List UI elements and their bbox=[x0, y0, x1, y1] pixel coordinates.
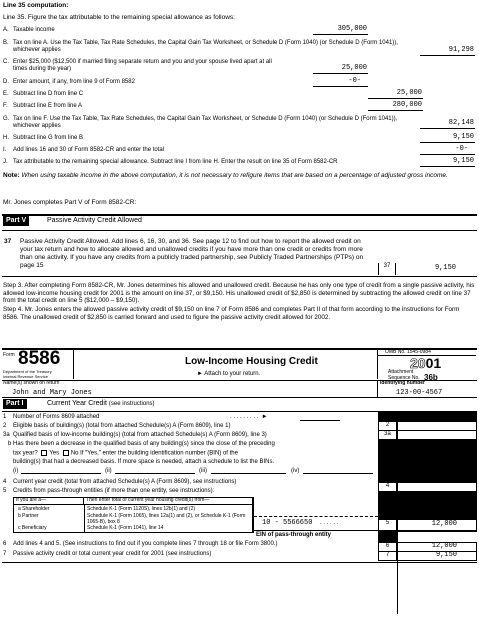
l35-value-a: 305,000 bbox=[337, 25, 367, 33]
l35-letter-j: J. bbox=[3, 159, 8, 165]
bin-iv-field[interactable] bbox=[303, 468, 373, 474]
l35-letter-b: B. bbox=[3, 40, 9, 46]
bin-i-field[interactable] bbox=[21, 468, 101, 474]
line4-text: Current year credit (total from attached Schedule(s) A (Form 8609), see instructions) bbox=[13, 479, 237, 485]
line5-box: 5 bbox=[378, 519, 397, 531]
line3a-num: 3a bbox=[3, 432, 10, 438]
note-text: When using taxable income in the above computation, it is not necessary to refigure items that are based on a percentage of adjusted gross income. bbox=[21, 172, 448, 179]
line5-num: 5 bbox=[3, 488, 7, 494]
form-attachment: Attachment bbox=[388, 369, 414, 375]
part5-text: Passive Activity Credit Allowed. Add lines 6, 16, 30, and 36. See page 12 to find out how to report the allowed credit on your tax return and how to allocate allowed and unallowed credits if you have more than one credit or credits from more than one activity. If you have any credits from a publicly traded partnership, see Publicly Traded Partnerships (PTPs) on page 15 bbox=[20, 238, 364, 269]
l35-text-g: Tax on line F. Use the Tax Table, Tax Rate Schedules, the Capital Gain Tax Worksheet, or Schedule D (Form 1040) (or Schedule D (Form 1041)), whichever applies bbox=[13, 116, 398, 129]
line2-text: Eligible basis of building(s) (total from attached Schedule(s) A (Form 8609), line 1) bbox=[13, 423, 231, 429]
passthrough-from-c: Schedule K-1 (Form 1041), line 14 bbox=[87, 525, 164, 531]
line3a-box: 3a bbox=[378, 430, 397, 440]
l35-value-i: -0- bbox=[455, 145, 468, 153]
l35-text-f: Subtract line E from line A bbox=[13, 103, 83, 109]
line7-box: 7 bbox=[378, 551, 397, 561]
passthrough-who-a: a Shareholder bbox=[18, 506, 50, 512]
line5-text: Credits from pass-through entities (if more than one entity, see instructions): bbox=[13, 488, 215, 494]
l35-text-b: Tax on line A. Use the Tax Table, Tax Rate Schedules, the Capital Gain Tax Worksheet, or Schedule D (Form 1040) (or Schedule D (Form 1041)), whichever applies bbox=[13, 40, 398, 53]
bin-iii-label: (iii) bbox=[199, 468, 207, 474]
completes-text: Mr. Jones completes Part V of Form 8582-CR: bbox=[3, 199, 137, 206]
line3a-field[interactable] bbox=[397, 430, 477, 440]
passthrough-who-c: c Beneficiary bbox=[18, 525, 47, 531]
l35-value-j: 9,150 bbox=[452, 157, 474, 165]
l35-value-c: 25,000 bbox=[341, 64, 367, 72]
line5-value: 12,000 bbox=[431, 520, 457, 528]
bin-i-label: (i) bbox=[13, 468, 19, 474]
year-suffix: 01 bbox=[425, 355, 442, 371]
line3b-num: b bbox=[8, 441, 12, 447]
l35-value-d: -0- bbox=[348, 77, 361, 85]
line6-num: 6 bbox=[3, 541, 7, 547]
l35-text-i: Add lines 16 and 30 of Form 8582-CR and enter the total bbox=[13, 147, 165, 153]
passthrough-head-1: If you are a— bbox=[14, 498, 84, 505]
line1-field[interactable] bbox=[300, 412, 340, 421]
step4-text: Step 4. Mr. Jones enters the allowed passive activity credit of $9,150 on line 7 of Form 8586 and completes Part II of that form according to the instructions for Form 8586. The unallowed credit of $2,850 is carried forward and used to figure the passive activity credit allowed for 2002. bbox=[3, 306, 460, 321]
line4-num: 4 bbox=[3, 479, 7, 485]
line3b-if-yes: If "Yes," enter the building identification number (BIN) of the bbox=[80, 450, 238, 457]
ein-value: 10 - 5566650 bbox=[262, 519, 313, 527]
line6-box: 6 bbox=[378, 542, 397, 552]
line4-box: 4 bbox=[378, 482, 397, 492]
yes-label: Yes bbox=[49, 450, 60, 457]
part1-title bbox=[47, 400, 155, 408]
no-checkbox[interactable] bbox=[63, 450, 69, 456]
taxpayer-id: 123-00-4567 bbox=[396, 389, 443, 397]
form-omb: OMB No. 1545-0984 bbox=[385, 349, 431, 355]
passthrough-from-b: Schedule K-1 (Form 1065), lines 12a(1) and (2), or Schedule K-1 (Form 1065-B), box 8 bbox=[87, 513, 246, 525]
passthrough-who-b: b Partner bbox=[18, 513, 39, 519]
line3b-text-2 bbox=[13, 450, 378, 457]
passthrough-table bbox=[13, 497, 253, 533]
l35-text-j: Tax attributable to the remaining special allowance. Subtract line I from line H. Enter the result on line 35 of Form 8582-CR bbox=[13, 159, 338, 165]
l35-value-f: 280,000 bbox=[392, 101, 422, 109]
l35-text-e: Subtract line D from line C bbox=[13, 91, 84, 97]
part1-title-note: (see instructions) bbox=[108, 401, 155, 407]
l35-heading: Line 35 computation: bbox=[3, 2, 69, 9]
part1-title-main: Current Year Credit bbox=[47, 400, 107, 407]
line3a-text: Qualified basis of low-income building(s) (total from attached Schedule(s) A (Form 8609), line 3) bbox=[13, 432, 267, 438]
form-number: 8586 bbox=[18, 348, 61, 369]
no-label: No bbox=[70, 450, 79, 457]
l35-letter-g: G. bbox=[3, 116, 10, 122]
l35-value-e: 25,000 bbox=[396, 89, 422, 97]
l35-value-h: 9,150 bbox=[452, 133, 474, 141]
l35-text-a: Taxable income bbox=[13, 27, 55, 33]
line1-text: Number of Forms 8609 attached bbox=[13, 414, 100, 420]
passthrough-from-a: Schedule K-1 (Form 1120S), lines 12b(1) and (2) bbox=[87, 506, 196, 512]
line3b-tax-year: tax year? bbox=[13, 450, 38, 457]
l35-text-c: Enter $25,000 ($12,500 if married filing separate return and you and your spouse lived apart at all times during the year) bbox=[13, 59, 272, 72]
line7-text: Passive activity credit or total current year credit for 2001 (see instructions) bbox=[13, 551, 212, 557]
line2-num: 2 bbox=[3, 423, 7, 429]
passthrough-head-2: Then enter total of current year housing credit(s) from— bbox=[84, 498, 252, 505]
l35-letter-a: A. bbox=[3, 27, 9, 33]
l35-note bbox=[3, 172, 475, 179]
form-year bbox=[410, 356, 441, 370]
l35-letter-e: E. bbox=[3, 91, 9, 97]
l35-letter-f: F. bbox=[3, 103, 8, 109]
ein-label: EIN of pass-through entity bbox=[256, 532, 331, 538]
l35-value-b: 91,298 bbox=[448, 46, 474, 54]
bin-iv-label: (iv) bbox=[291, 468, 300, 474]
form-title: Low-Income Housing Credit bbox=[185, 356, 318, 367]
bin-ii-field[interactable] bbox=[115, 468, 195, 474]
note-label: Note: bbox=[3, 172, 20, 179]
taxpayer-name: John and Mary Jones bbox=[12, 389, 92, 397]
bin-iii-field[interactable] bbox=[211, 468, 286, 474]
part5-box: 37 bbox=[378, 263, 396, 275]
part5-label: Part V bbox=[3, 216, 29, 226]
l35-value-g: 82,148 bbox=[448, 119, 474, 127]
line7-num: 7 bbox=[3, 551, 7, 557]
id-label: Identifying number bbox=[380, 380, 425, 386]
form-dept: Department of the Treasury Internal Revenue Service bbox=[3, 369, 52, 379]
l35-letter-h: H. bbox=[3, 135, 9, 141]
part5-line-num: 37 bbox=[4, 238, 12, 245]
line7-value: 9,150 bbox=[435, 551, 457, 559]
ein-dots: . . . . . . bbox=[320, 520, 339, 526]
form-attach: ► Attach to your return. bbox=[197, 371, 261, 377]
l35-text-d: Enter amount, if any, from line 9 of Form 8582 bbox=[13, 79, 135, 85]
year-prefix: 20 bbox=[410, 355, 426, 371]
form-seq: 36b bbox=[424, 373, 438, 382]
line6-text: Add lines 4 and 5. (See instructions to find out if you complete lines 7 through 18 or file Form 3800.) bbox=[13, 541, 278, 547]
line1-arrow-icon: . . . . . . . . . ► bbox=[230, 414, 268, 420]
line1-num: 1 bbox=[3, 414, 7, 420]
name-label: Name(s) shown on return bbox=[3, 380, 60, 386]
part1-label: Part I bbox=[3, 399, 27, 409]
part5-value: 9,150 bbox=[434, 264, 456, 272]
bin-ii-label: (ii) bbox=[105, 468, 112, 474]
part5-title: Passive Activity Credit Allowed bbox=[47, 217, 142, 224]
form-word: Form bbox=[3, 352, 15, 358]
line3b-text-3: building(s) that had a decreased basis. If more space is needed, attach a schedule to list the BINs. bbox=[13, 459, 275, 465]
yes-checkbox[interactable] bbox=[41, 450, 47, 456]
l35-letter-c: C. bbox=[3, 59, 9, 65]
line6-value: 12,000 bbox=[431, 542, 457, 550]
l35-letter-d: D. bbox=[3, 79, 9, 85]
step3-text: Step 3. After completing Form 8582-CR, Mr. Jones determines his allowed and unallowed credit. Because he has only one type of credit from a single passive activity, his allowed low-income housing credit for 2001 is the amount on line 37, or $9,150. His unallowed credit of $2,850 is determined by subtracting the allowed credit on line 37 from the total credit on line 5 ($12,000 – $9,150). bbox=[3, 282, 475, 305]
l35-text-h: Subtract line G from line B bbox=[13, 135, 84, 141]
line3b-text: Has there been a decrease in the qualified basis of any building(s) since the close of the preceding bbox=[13, 441, 275, 447]
line2-box: 2 bbox=[378, 421, 397, 431]
l35-letter-i: I. bbox=[3, 147, 7, 153]
form-seq-label: Sequence No. bbox=[388, 375, 420, 381]
line4-field[interactable] bbox=[397, 482, 477, 492]
l35-intro: Line 35. Figure the tax attributable to the remaining special allowance as follows: bbox=[3, 14, 235, 21]
